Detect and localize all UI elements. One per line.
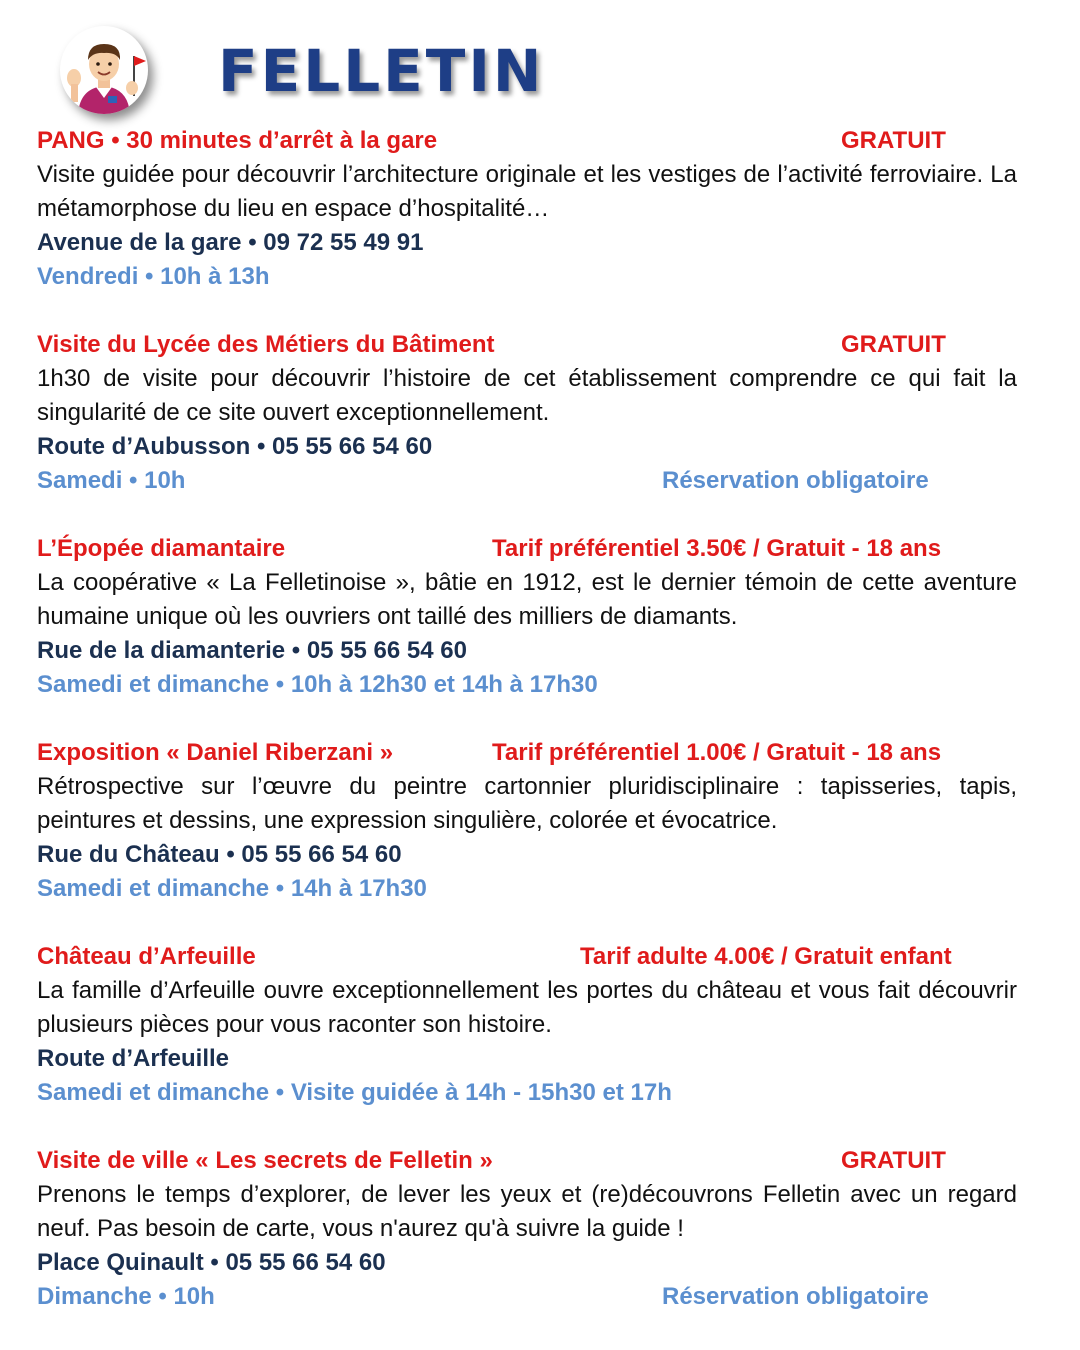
event-card [37,532,1017,702]
event-address: Route d’Arfeuille [37,1045,230,1072]
event-header [37,532,1017,566]
event-card [37,124,1017,294]
event-price: GRATUIT [841,1147,946,1174]
event-address: Place Quinault • 05 55 66 54 60 [37,1249,386,1276]
event-description: Visite guidée pour découvrir l’architecture originale et les vestiges de l’activité ferroviaire. La métamorphose du lieu en espace d’hospitalité… [37,161,1017,222]
event-schedule-row [37,260,1017,294]
event-address: Rue de la diamanterie • 05 55 66 54 60 [37,637,467,664]
event-schedule-row [37,1076,1017,1110]
event-address: Route d’Aubusson • 05 55 66 54 60 [37,433,433,460]
event-schedule: Samedi et dimanche • 10h à 12h30 et 14h à 17h30 [37,671,598,698]
page-title: FELLETIN [218,37,545,105]
event-schedule-row [37,668,1017,702]
event-description: Prenons le temps d’explorer, de lever les yeux et (re)découvrons Felletin avec un regard neuf. Pas besoin de carte, vous n'aurez qu'à suivre la guide ! [37,1181,1017,1242]
event-description: La famille d’Arfeuille ouvre exceptionnellement les portes du château et vous fait découvrir plusieurs pièces pour vous raconter son histoire. [37,977,1017,1038]
event-schedule: Samedi et dimanche • 14h à 17h30 [37,875,427,902]
event-name: PANG • 30 minutes d’arrêt à la gare [37,127,438,154]
event-header [37,124,1017,158]
event-card [37,1144,1017,1314]
event-schedule-row [37,464,1017,498]
event-address: Rue du Château • 05 55 66 54 60 [37,841,402,868]
event-header [37,328,1017,362]
event-schedule-row [37,1280,1017,1314]
event-reservation: Réservation obligatoire [662,1283,929,1310]
event-schedule: Dimanche • 10h [37,1283,215,1310]
event-description: Rétrospective sur l’œuvre du peintre cartonnier pluridisciplinaire : tapisseries, tapis, peintures et dessins, une expression singulière, colorée et évocatrice. [37,773,1017,834]
event-price: GRATUIT [841,331,946,358]
event-header [37,1144,1017,1178]
event-address: Avenue de la gare • 09 72 55 49 91 [37,229,424,256]
event-card [37,940,1017,1110]
event-description: La coopérative « La Felletinoise », bâtie en 1912, est le dernier témoin de cette aventure humaine unique où les ouvriers ont taillé des milliers de diamants. [37,569,1017,630]
event-name: Château d’Arfeuille [37,943,256,970]
event-schedule: Samedi • 10h [37,467,186,494]
event-price: Tarif préférentiel 3.50€ / Gratuit - 18 ans [492,535,942,562]
event-schedule: Samedi et dimanche • Visite guidée à 14h - 15h30 et 17h [37,1079,672,1106]
event-price: Tarif préférentiel 1.00€ / Gratuit - 18 ans [492,739,942,766]
event-schedule-row [37,872,1017,906]
page-header [60,26,760,126]
event-header [37,940,1017,974]
event-card [37,328,1017,498]
event-name: Exposition « Daniel Riberzani » [37,739,394,766]
event-price: GRATUIT [841,127,946,154]
event-price: Tarif adulte 4.00€ / Gratuit enfant [580,943,952,970]
guide-avatar-icon [60,26,148,114]
event-description: 1h30 de visite pour découvrir l’histoire de cet établissement comprendre ce qui fait la singularité de ce site ouvert exceptionnellement. [37,365,1017,426]
event-name: Visite de ville « Les secrets de Felletin » [37,1147,493,1174]
event-header [37,736,1017,770]
event-reservation: Réservation obligatoire [662,467,929,494]
event-name: Visite du Lycée des Métiers du Bâtiment [37,331,495,358]
event-schedule: Vendredi • 10h à 13h [37,263,270,290]
events-list [37,124,1017,1348]
event-card [37,736,1017,906]
event-name: L’Épopée diamantaire [37,535,286,562]
